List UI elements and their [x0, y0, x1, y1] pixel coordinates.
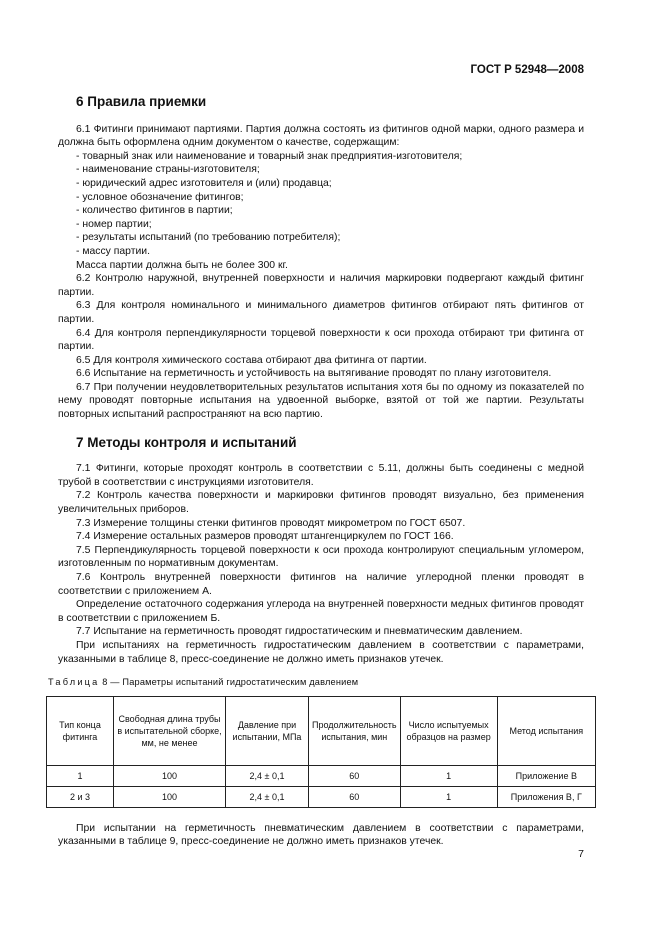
table-cell: 2,4 ± 0,1 [226, 786, 309, 807]
table-cell: 1 [400, 765, 497, 786]
list-item: - условное обозначение фитингов; [76, 191, 244, 203]
table-8 [46, 696, 596, 808]
page-number: 7 [578, 848, 584, 860]
section-6-heading: 6 Правила приемки [76, 94, 207, 109]
clause-7-2: 7.2 Контроль качества поверхности и маркировки фитингов проводят визуально, без применения увеличительных приборов. [58, 490, 584, 516]
list-item: - номер партии; [76, 218, 152, 230]
table-cell: 100 [114, 765, 226, 786]
clause-7-7-continued: При испытаниях на герметичность гидростатическим давлением в соответствии с параметрами, указанными в таблице 8, пресс-соединение не должно иметь признаков утечек. [58, 639, 584, 665]
clause-7-7: 7.7 Испытание на герметичность проводят гидростатическим и пневматическим давлением. [76, 626, 523, 638]
table-caption-text: 8 — Параметры испытаний гидростатическим давлением [99, 677, 359, 688]
clause-7-1: 7.1 Фитинги, которые проходят контроль в соответствии с 5.11, должны быть соединены с медной трубой в соответствии с инструкциями изготовителя. [58, 463, 584, 488]
col-header-test-pressure: Давление при испытании, МПа [226, 696, 309, 765]
pneumatic-test-paragraph: При испытании на герметичность пневматическим давлением в соответствии с параметрами, указанными в таблице 9, пресс-соединение не должно иметь признаков утечек. [58, 822, 584, 848]
clause-6-6: 6.6 Испытание на герметичность и устойчивость на вытягивание проводят по плану изготовителя. [76, 368, 552, 380]
table-cell: 60 [309, 786, 401, 807]
list-item: - количество фитингов в партии; [76, 205, 233, 217]
table-cell: 1 [47, 765, 114, 786]
clause-6-1: 6.1 Фитинги принимают партиями. Партия должна состоять из фитингов одной марки, одного размера и должна быть оформлена одним документом о качестве, содержащим: [58, 123, 584, 149]
list-item: - результаты испытаний (по требованию потребителя); [76, 232, 341, 244]
table-cell: Приложение В [497, 765, 595, 786]
col-header-sample-count: Число испытуемых образцов на размер [400, 696, 497, 765]
list-item: - юридический адрес изготовителя и (или) продавца; [76, 177, 332, 189]
clause-7-4: 7.4 Измерение остальных размеров проводят штангенциркулем по ГОСТ 166. [76, 531, 454, 543]
clause-6-4: 6.4 Для контроля перпендикулярности торцевой поверхности к оси прохода отбирают три фитинга от партии. [58, 327, 584, 353]
clause-6-7: 6.7 При получении неудовлетворительных результатов испытания хотя бы по одному из показателей по нему проводят повторные испытания на удвоенной выборке, взятой от той же партии. Результаты повторных испытаний распространяют на всю партию. [58, 381, 584, 421]
col-header-test-method: Метод испытания [497, 696, 595, 765]
table-8-caption [48, 676, 584, 690]
col-header-free-pipe-length: Свободная длина трубы в испытательной сборке, мм, не менее [114, 696, 226, 765]
list-item: - массу партии. [76, 245, 150, 257]
quality-document-contents-list [58, 150, 584, 259]
lot-mass-limit: Масса партии должна быть не более 300 кг. [76, 259, 288, 271]
list-item: - наименование страны-изготовителя; [76, 164, 260, 176]
page-body [48, 88, 584, 849]
clause-7-5: 7.5 Перпендикулярность торцевой поверхности к оси прохода контролируют специальным угломером, изготовленным по нормативным документам. [58, 544, 584, 570]
table-caption-label: Таблица [48, 677, 100, 688]
table-row [47, 786, 596, 807]
table-cell: 2 и 3 [47, 786, 114, 807]
clause-6-3: 6.3 Для контроля номинального и минимального диаметров фитингов отбирают пять фитингов от партии. [58, 300, 584, 325]
clause-7-6-continued: Определение остаточного содержания углерода на внутренней поверхности медных фитингов проводят в соответствии с приложением Б. [58, 599, 584, 624]
table-cell: 100 [114, 786, 226, 807]
section-7-heading: 7 Методы контроля и испытаний [76, 434, 297, 450]
table-header-row [47, 696, 596, 765]
table-cell: 1 [400, 786, 497, 807]
clause-7-6: 7.6 Контроль внутренней поверхности фитингов на наличие углеродной пленки проводят в соответствии с приложением А. [58, 572, 584, 597]
col-header-end-type: Тип конца фитинга [47, 696, 114, 765]
table-cell: 2,4 ± 0,1 [226, 765, 309, 786]
clause-7-3: 7.3 Измерение толщины стенки фитингов проводят микрометром по ГОСТ 6507. [76, 517, 466, 529]
clause-6-5: 6.5 Для контроля химического состава отбирают два фитинга от партии. [76, 354, 427, 366]
list-item: - товарный знак или наименование и товарный знак предприятия-изготовителя; [76, 150, 463, 162]
clause-6-2: 6.2 Контролю наружной, внутренней поверхности и наличия маркировки подвергают каждый фитинг партии. [58, 273, 584, 298]
col-header-test-duration: Продолжительность испытания, мин [309, 696, 401, 765]
document-header: ГОСТ Р 52948—2008 [470, 64, 584, 76]
table-cell: 60 [309, 765, 401, 786]
table-row [47, 765, 596, 786]
table-cell: Приложения В, Г [497, 786, 595, 807]
